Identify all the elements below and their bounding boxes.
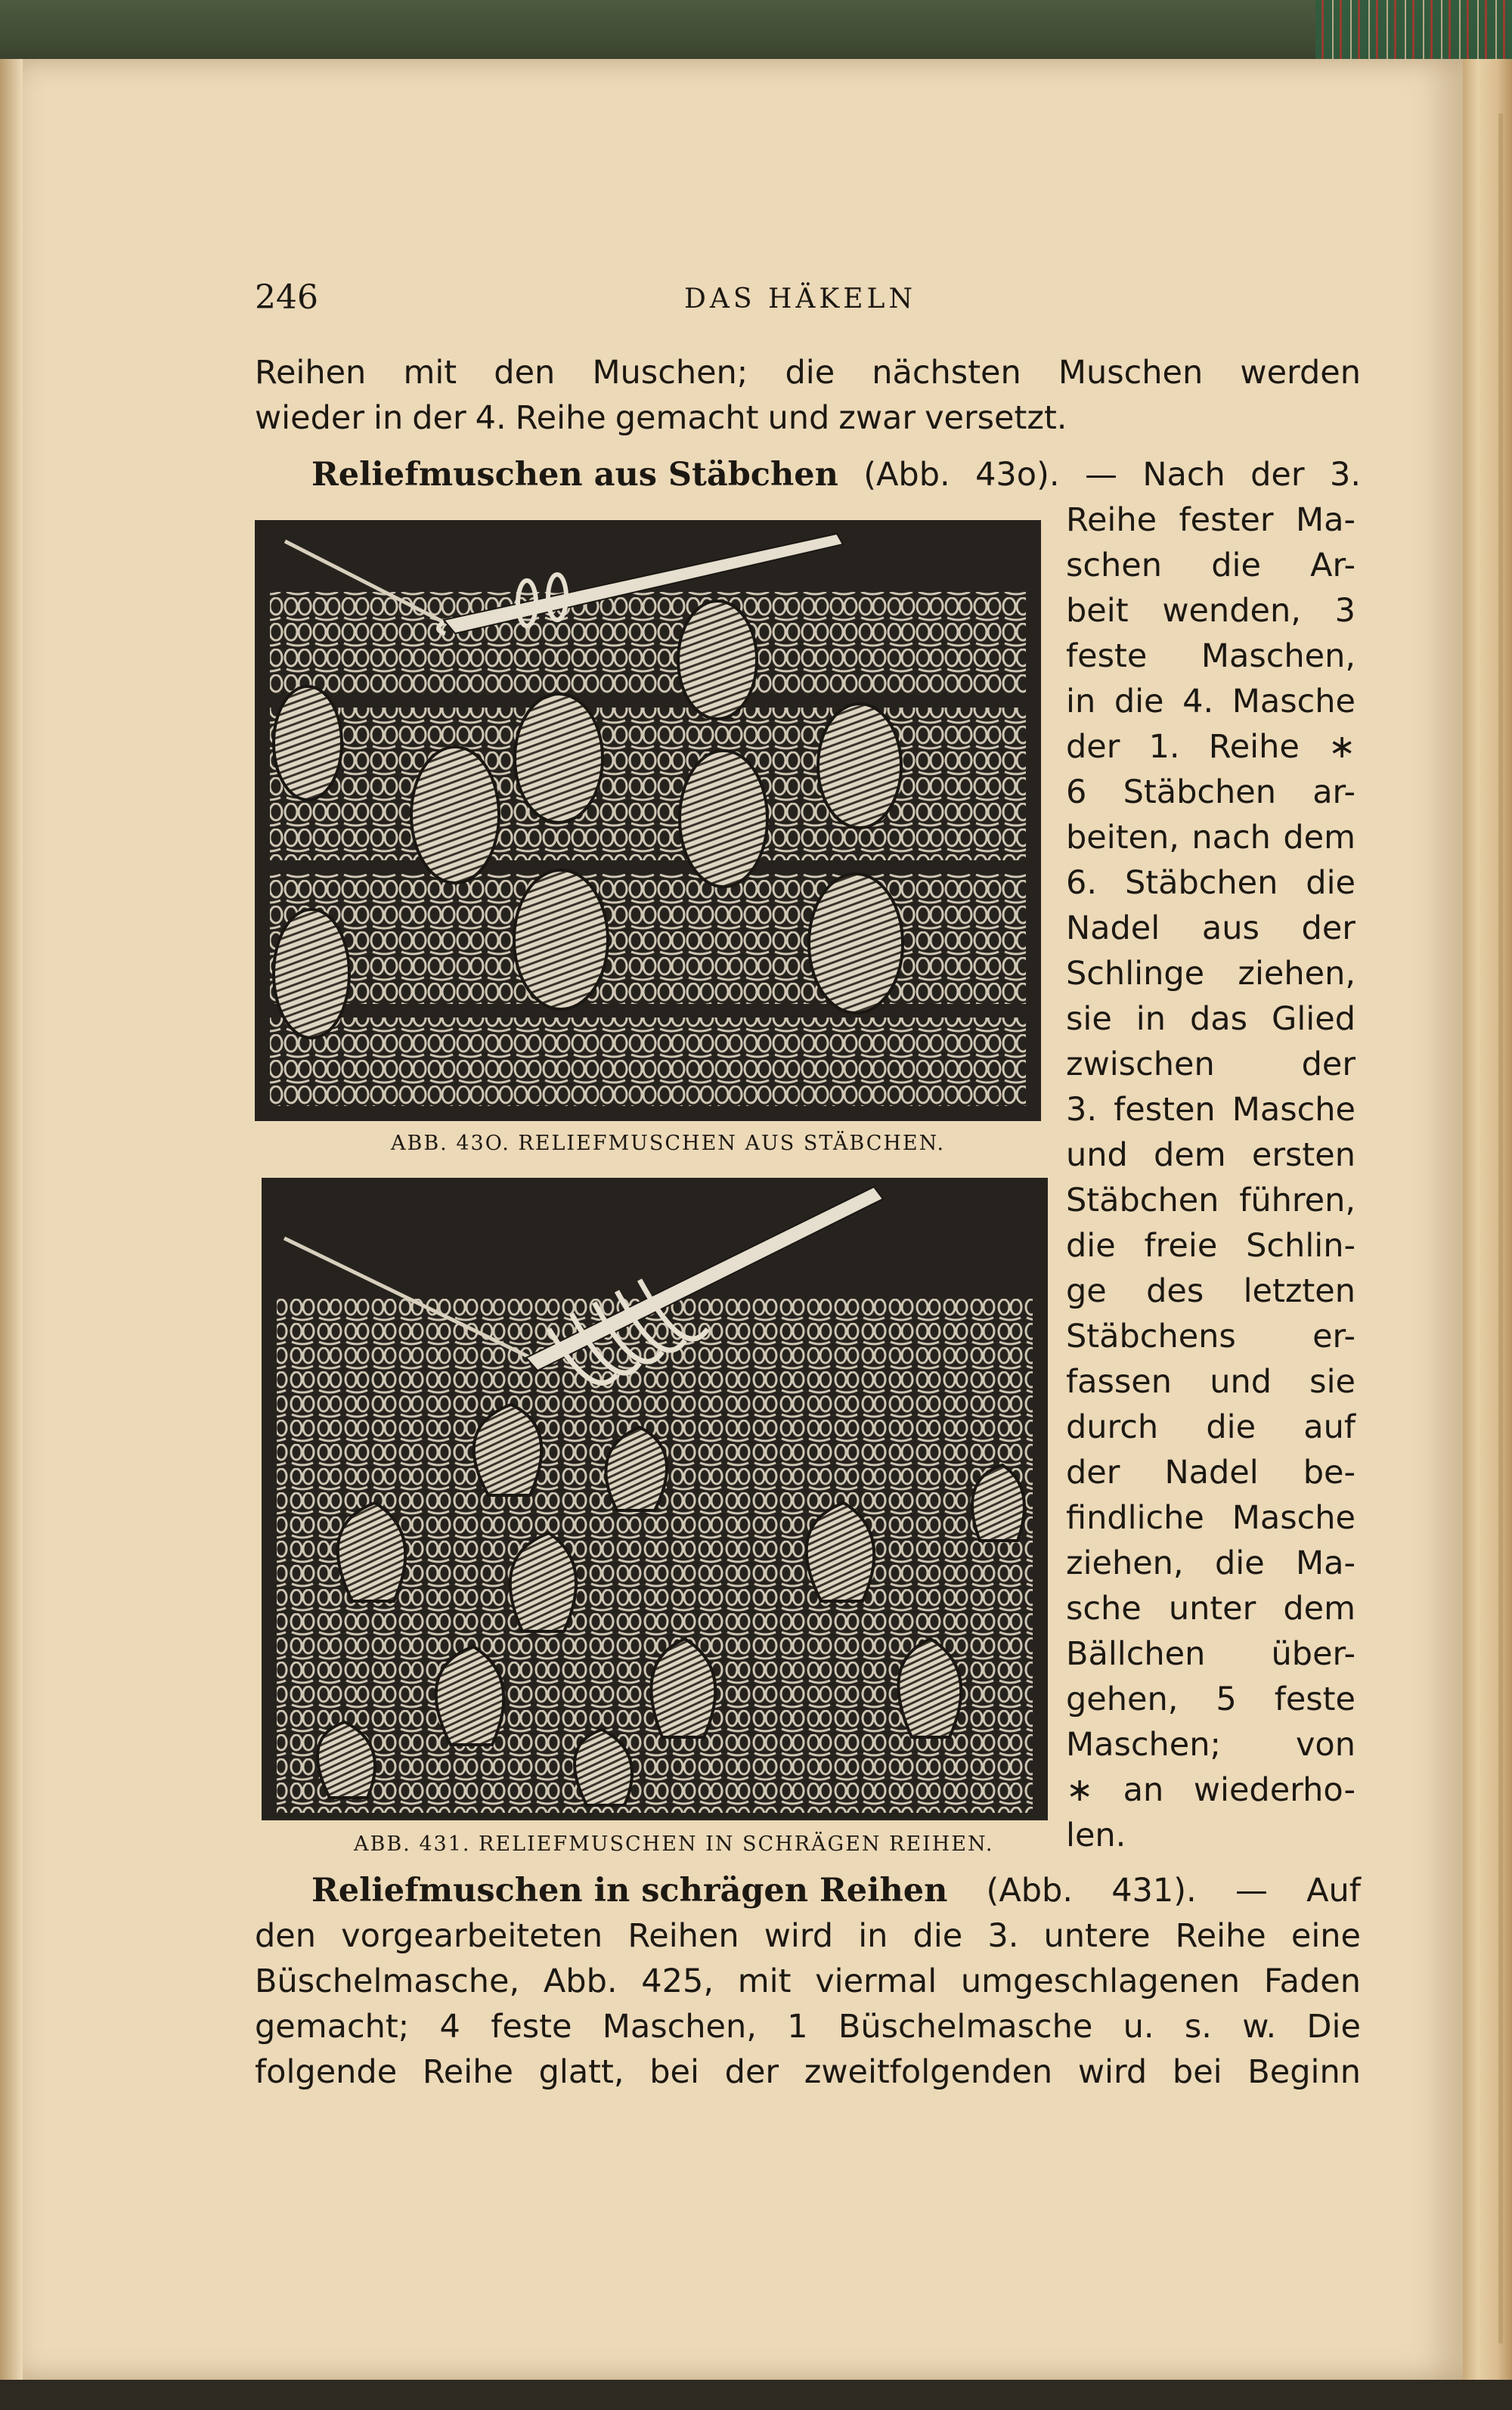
text-line: [255, 2008, 1361, 2053]
text-word: eine: [1290, 1917, 1361, 1955]
page-edge: [1463, 59, 1512, 2380]
column-line: [1066, 1318, 1356, 1363]
text-word: Masche: [1232, 1091, 1356, 1129]
text-word: u.: [1123, 2008, 1154, 2046]
text-word: mit: [737, 1962, 792, 2000]
text-word: 3.: [1329, 456, 1361, 494]
text-word: gehen,: [1066, 1680, 1179, 1718]
column-line: [1066, 1091, 1356, 1136]
text-word: Muschen: [1058, 354, 1204, 392]
column-line: [1066, 1182, 1356, 1227]
text-word: 3.: [987, 1917, 1019, 1955]
text-word: Reihe: [1208, 728, 1300, 766]
column-line: [1066, 683, 1356, 728]
text-word: Masche: [1232, 683, 1356, 720]
column-line: [1066, 1454, 1356, 1499]
text-word: Reihe: [422, 2053, 513, 2091]
column-line: [1066, 1000, 1356, 1045]
text-word: 425,: [641, 1962, 714, 2000]
text-word: in: [1136, 1000, 1166, 1038]
section-heading-line: [255, 1872, 1361, 1917]
text-word: Stäbchen: [1123, 773, 1276, 811]
text-word: 4: [439, 2008, 460, 2046]
text-word: wenden,: [1162, 592, 1301, 630]
column-line: [1066, 728, 1356, 773]
text-word: (Abb.: [986, 1872, 1073, 1910]
text-word: 43o).: [975, 456, 1060, 494]
column-line: [1066, 1590, 1356, 1635]
text-word: Maschen,: [1201, 637, 1356, 675]
column-line: [1066, 955, 1356, 1000]
text-word: Abb.: [543, 1962, 618, 2000]
text-word: 1: [787, 2008, 808, 2046]
text-word: Ma-: [1296, 1544, 1356, 1582]
text-word: bei: [1172, 2053, 1222, 2091]
text-word: Maschen,: [602, 2008, 757, 2046]
text-word: ziehen,: [1238, 955, 1356, 993]
text-word: Muschen;: [592, 354, 748, 392]
text-word: wird: [1077, 2053, 1148, 2091]
text-word: 6.: [1066, 864, 1098, 902]
column-line: [1066, 1272, 1356, 1318]
text-word: Auf: [1306, 1872, 1361, 1910]
text-word: 6: [1066, 773, 1087, 811]
text-word: die: [1206, 1408, 1256, 1446]
text-word: feste: [1066, 637, 1148, 675]
section-heading: Reliefmuschen aus Stäbchen: [311, 456, 838, 494]
text-word: aus: [1201, 909, 1259, 947]
text-word: werden: [1240, 354, 1361, 392]
text-word: das: [1189, 1000, 1248, 1038]
text-word: freie: [1144, 1227, 1218, 1265]
text-word: mit: [403, 354, 457, 392]
crochet-engraving: [262, 1178, 1048, 1820]
column-line: [1066, 1817, 1356, 1862]
text-word: be-: [1303, 1454, 1356, 1492]
text-word: von: [1295, 1726, 1356, 1764]
column-line: [1066, 1726, 1356, 1771]
column-line: [1066, 1408, 1356, 1454]
text-line: [255, 1917, 1361, 1962]
column-line: [1066, 592, 1356, 637]
text-word: die: [1306, 864, 1356, 902]
text-word: Reihen: [255, 354, 367, 392]
text-word: des: [1146, 1272, 1204, 1310]
text-word: wiederho-: [1193, 1771, 1356, 1809]
text-word: dem: [1154, 1136, 1226, 1174]
text-word: zwischen: [1066, 1045, 1215, 1083]
text-word: beit: [1066, 592, 1129, 630]
text-word: über-: [1271, 1635, 1356, 1673]
text-word: auf: [1303, 1408, 1356, 1446]
text-word: Büschelmasche: [838, 2008, 1093, 2046]
text-word: und: [1210, 1363, 1272, 1401]
text-line: [255, 399, 1361, 445]
text-word: 4.: [1182, 683, 1214, 720]
figure-430-caption: ABB. 43O. RELIEFMUSCHEN AUS STÄBCHEN.: [391, 1132, 946, 1155]
text-word: Stäbchen: [1066, 1182, 1219, 1219]
text-word: der: [1066, 728, 1120, 766]
column-line: [1066, 1499, 1356, 1544]
text-word: er-: [1312, 1318, 1356, 1355]
text-word: wieder: [255, 399, 364, 437]
text-word: Reihe: [515, 399, 606, 437]
text-word: unter: [1168, 1590, 1256, 1628]
text-word: den: [494, 354, 556, 392]
page-number: 246: [255, 278, 318, 317]
text-word: (Abb.: [863, 456, 950, 494]
text-word: Nadel: [1164, 1454, 1259, 1492]
text-word: Reihe: [1175, 1917, 1266, 1955]
column-line: [1066, 1363, 1356, 1408]
text-word: die: [1114, 683, 1164, 720]
text-word: Ma-: [1296, 501, 1356, 539]
text-word: der: [1250, 456, 1305, 494]
text-word: nach: [1191, 819, 1271, 857]
text-word: fester: [1179, 501, 1274, 539]
text-word: der: [1301, 1045, 1356, 1083]
text-line: [255, 2053, 1361, 2099]
figure-431-image: [262, 1178, 1048, 1820]
text-word: nächsten: [872, 354, 1021, 392]
text-word: Nadel: [1066, 909, 1160, 947]
text-word: fassen: [1066, 1363, 1173, 1401]
text-word: Ar-: [1310, 547, 1356, 584]
column-line: [1066, 1227, 1356, 1272]
column-line: [1066, 501, 1356, 547]
text-word: die: [1211, 547, 1261, 584]
text-word: Masche: [1232, 1499, 1356, 1537]
text-word: der: [724, 2053, 779, 2091]
text-word: Büschelmasche,: [255, 1962, 520, 2000]
text-word: untere: [1043, 1917, 1151, 1955]
column-line: [1066, 1680, 1356, 1726]
text-word: 3: [1334, 592, 1356, 630]
text-word: ∗: [1328, 728, 1356, 766]
text-word: w.: [1242, 2008, 1277, 2046]
text-line: [255, 354, 1361, 399]
text-word: führen,: [1239, 1182, 1356, 1219]
text-word: schen: [1066, 547, 1163, 584]
text-word: in: [373, 399, 404, 437]
text-word: Die: [1306, 2008, 1361, 2046]
crochet-engraving: [255, 520, 1041, 1121]
text-word: Schlinge: [1066, 955, 1205, 993]
text-word: 3.: [1066, 1091, 1098, 1129]
text-word: Nach: [1142, 456, 1225, 494]
column-line: [1066, 864, 1356, 909]
text-word: und: [767, 399, 830, 437]
text-word: 431).: [1111, 1872, 1197, 1910]
text-word: ziehen,: [1066, 1544, 1184, 1582]
text-word: Reihen: [627, 1917, 739, 1955]
text-word: versetzt.: [925, 399, 1067, 437]
column-line: [1066, 547, 1356, 592]
text-word: festen: [1114, 1091, 1216, 1129]
text-word: in: [858, 1917, 888, 1955]
text-word: dem: [1283, 819, 1356, 857]
text-word: Beginn: [1247, 2053, 1361, 2091]
column-line: [1066, 1136, 1356, 1182]
column-line: [1066, 1635, 1356, 1680]
text-word: Schlin-: [1246, 1227, 1356, 1265]
text-word: Bällchen: [1066, 1635, 1206, 1673]
figure-430-image: [255, 520, 1041, 1121]
text-word: —: [1084, 456, 1117, 494]
page-gutter: [0, 59, 23, 2380]
text-word: ersten: [1251, 1136, 1356, 1174]
text-word: die: [912, 1917, 963, 1955]
text-word: umgeschlagenen: [960, 1962, 1241, 2000]
text-word: wird: [764, 1917, 834, 1955]
text-word: zwar: [838, 399, 916, 437]
column-line: [1066, 637, 1356, 683]
text-word: beiten,: [1066, 819, 1179, 857]
text-word: 1.: [1148, 728, 1180, 766]
text-word: Reihe: [1066, 501, 1157, 539]
column-line: [1066, 909, 1356, 955]
column-line: [1066, 773, 1356, 819]
section-heading-line: [255, 456, 1361, 501]
text-line: [255, 1962, 1361, 2008]
page-edge-line: [1498, 113, 1503, 2343]
text-word: der: [412, 399, 466, 437]
text-word: sche: [1066, 1590, 1142, 1628]
text-word: s.: [1184, 2008, 1212, 2046]
text-word: feste: [491, 2008, 572, 2046]
text-word: Stäbchens: [1066, 1318, 1236, 1355]
text-word: sie: [1309, 1363, 1356, 1401]
text-word: letzten: [1243, 1272, 1356, 1310]
text-word: die: [1214, 1544, 1265, 1582]
text-word: ∗: [1066, 1771, 1094, 1809]
text-word: sie: [1066, 1000, 1112, 1038]
text-word: folgende: [255, 2053, 398, 2091]
text-word: in: [1066, 683, 1096, 720]
text-word: die: [785, 354, 835, 392]
section-heading: Reliefmuschen in schrägen Reihen: [311, 1872, 948, 1910]
text-word: den: [255, 1917, 317, 1955]
text-word: Glied: [1272, 1000, 1356, 1038]
figure-431-caption: ABB. 431. RELIEFMUSCHEN IN SCHRÄGEN REIHEN.: [354, 1832, 994, 1856]
text-word: gemacht;: [255, 2008, 410, 2046]
text-word: glatt,: [538, 2053, 624, 2091]
column-line: [1066, 1771, 1356, 1817]
text-word: durch: [1066, 1408, 1159, 1446]
column-line: [1066, 1544, 1356, 1590]
text-word: gemacht: [615, 399, 759, 437]
text-word: der: [1301, 909, 1356, 947]
cover-binding-strip: [1315, 0, 1512, 68]
text-word: an: [1123, 1771, 1164, 1809]
text-word: 5: [1216, 1680, 1237, 1718]
text-word: dem: [1283, 1590, 1356, 1628]
text-word: vorgearbeiteten: [341, 1917, 603, 1955]
column-line: [1066, 1045, 1356, 1091]
text-word: Stäbchen: [1124, 864, 1278, 902]
text-word: —: [1235, 1872, 1268, 1910]
text-word: viermal: [815, 1962, 937, 2000]
text-word: feste: [1274, 1680, 1356, 1718]
text-word: Maschen;: [1066, 1726, 1221, 1764]
text-word: zweitfolgenden: [804, 2053, 1053, 2091]
running-head: DAS HÄKELN: [684, 283, 916, 314]
text-word: und: [1066, 1136, 1128, 1174]
text-word: findliche: [1066, 1499, 1204, 1537]
text-word: die: [1066, 1227, 1116, 1265]
text-word: ge: [1066, 1272, 1107, 1310]
text-word: der: [1066, 1454, 1120, 1492]
text-word: 4.: [475, 399, 507, 437]
column-line: [1066, 819, 1356, 864]
text-word: Faden: [1263, 1962, 1361, 2000]
text-word: ar-: [1312, 773, 1356, 811]
text-word: len.: [1066, 1817, 1126, 1854]
text-word: bei: [649, 2053, 699, 2091]
